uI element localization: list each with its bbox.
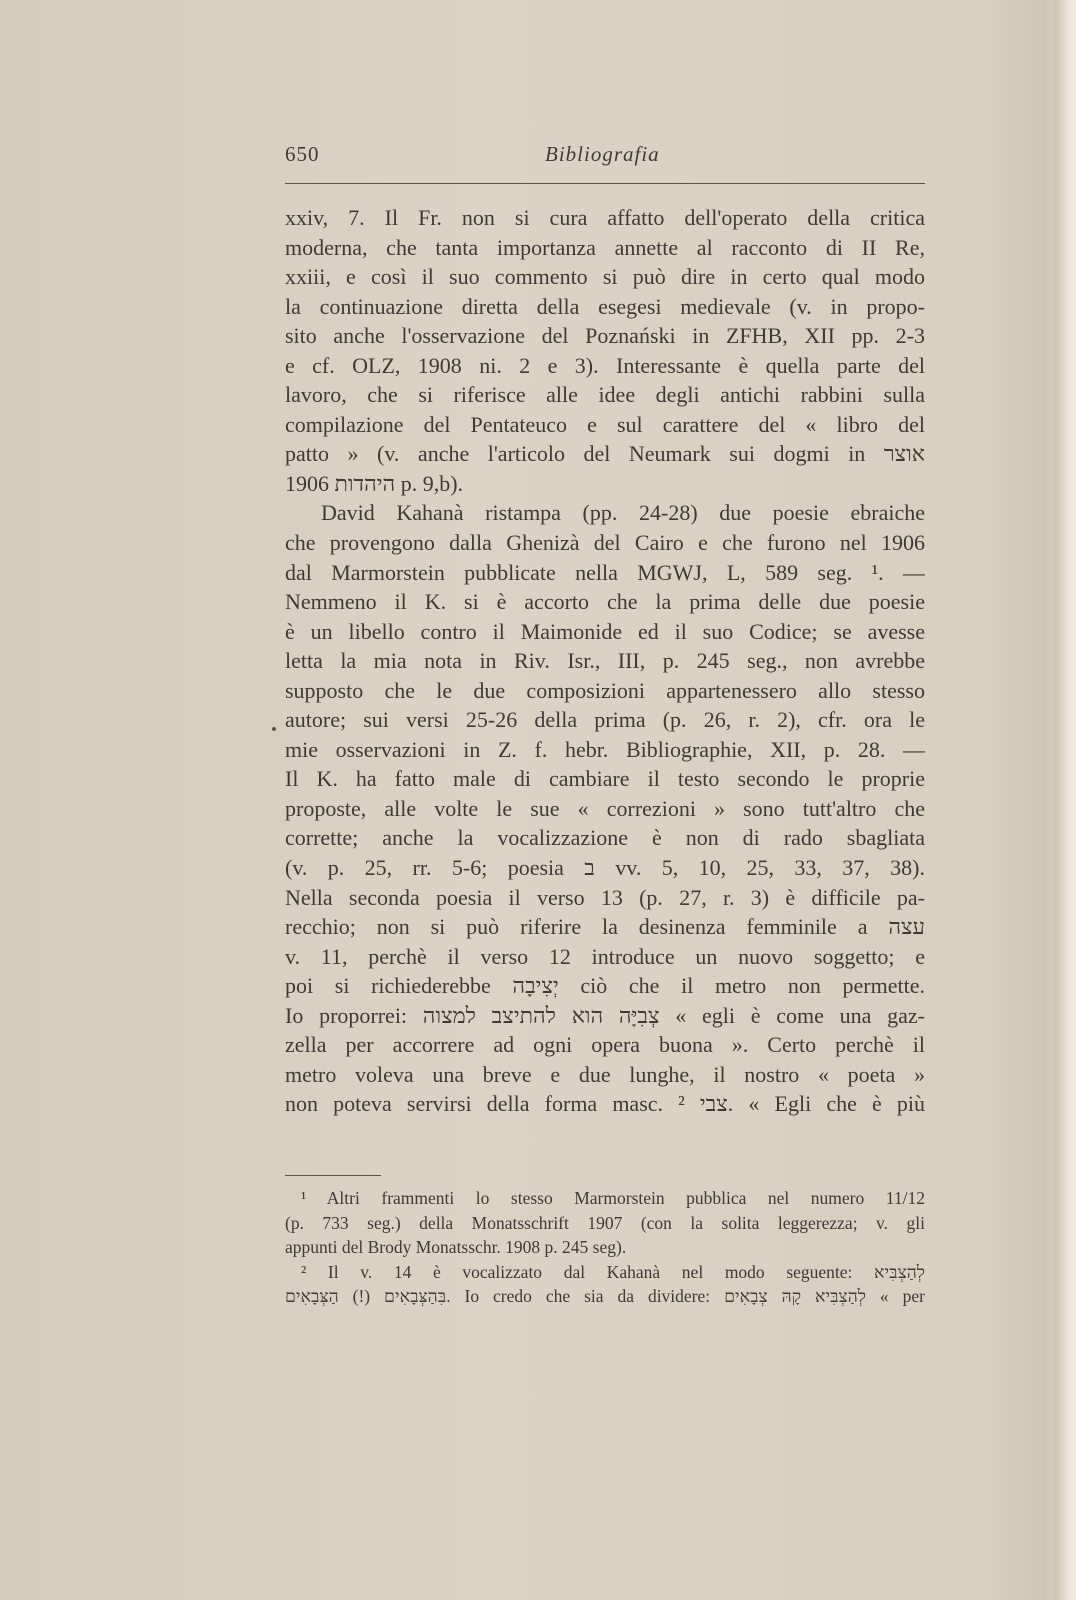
text-line: patto » (v. anche l'articolo del Neumark sui dogmi in אוצר	[285, 441, 925, 467]
header-rule	[285, 183, 925, 184]
ink-speck	[272, 727, 276, 731]
running-title: Bibliografia	[545, 142, 660, 166]
text-line: Io proporrei: צְבִיָּה הוא להתיצב למצוה « egli è come una gaz-	[285, 1002, 925, 1028]
text-line: dal Marmorstein pubblicate nella MGWJ, L, 589 seg. ¹. —	[285, 559, 925, 585]
text-line: compilazione del Pentateuco e sul carattere del « libro del	[285, 411, 925, 437]
text-line: v. 11, perchè il verso 12 introduce un nuovo soggetto; e	[285, 943, 925, 969]
text-line: moderna, che tanta importanza annette al racconto di II Re,	[285, 234, 925, 260]
text-line: xxiv, 7. Il Fr. non si cura affatto dell'operato della critica	[285, 205, 925, 230]
text-line: non poteva servirsi della forma masc. צבי ². « Egli che è più	[285, 1091, 925, 1117]
footnote-line: ² Il v. 14 è vocalizzato dal Kahanà nel modo seguente: לְהַצְבִּיא	[301, 1261, 925, 1282]
text-line: è un libello contro il Maimonide ed il suo Codice; se avesse	[285, 618, 925, 644]
text-line: lavoro, che si riferisce alle idee degli antichi rabbini sulla	[285, 382, 925, 408]
text-line: Il K. ha fatto male di cambiare il testo secondo le proprie	[285, 766, 925, 792]
footnote-line: appunti del Brody Monatsschr. 1908 p. 245 seg).	[285, 1237, 627, 1257]
text-line: sito anche l'osservazione del Poznański in ZFHB, XII pp. 2-3	[285, 323, 925, 349]
text-line: Nella seconda poesia il verso 13 (p. 27, r. 3) è difficile pa-	[285, 884, 925, 910]
footnotes	[285, 1186, 925, 1309]
page-edge	[1054, 0, 1076, 1600]
footnote-line: בִּהַצְּבָאִים (!) הַצְּבָאִים. Io credo che sia da dividere: לְהַצְבִּיא קָהּ צְבָאִים « per	[285, 1286, 925, 1306]
text-line: היהדות 1906 p. 9,b).	[285, 470, 464, 496]
text-line: che provengono dalla Ghenizà del Cairo e che furono nel 1906	[285, 530, 925, 556]
footnote-rule	[285, 1175, 381, 1176]
page-header	[285, 142, 925, 176]
text-line: Nemmeno il K. si è accorto che la prima delle due poesie	[285, 589, 925, 615]
text-line: e cf. OLZ, 1908 ni. 2 e 3). Interessante è quella parte del	[285, 352, 925, 378]
footnote-line: (p. 733 seg.) della Monatsschrift 1907 (con la solita leggerezza; v. gli	[285, 1212, 925, 1233]
text-line: xxiii, e così il suo commento si può dire in certo qual modo	[285, 264, 925, 290]
text-line: corrette; anche la vocalizzazione è non di rado sbagliata	[285, 825, 925, 851]
text-line: supposto che le due composizioni appartenessero allo stesso	[285, 677, 925, 703]
page-number: 650	[285, 142, 320, 166]
text-line: (v. p. 25, rr. 5-6; poesia ב vv. 5, 10, 25, 33, 37, 38).	[285, 855, 925, 881]
text-line: zella per accorrere ad ogni opera buona ». Certo perchè il	[285, 1032, 925, 1058]
text-line: letta la mia nota in Riv. Isr., III, p. 245 seg., non avrebbe	[285, 648, 925, 674]
text-line: metro voleva una breve e due lunghe, il nostro « poeta »	[285, 1061, 925, 1087]
text-line: recchio; non si può riferire la desinenza femminile a עצה	[285, 914, 925, 940]
text-line: mie osservazioni in Z. f. hebr. Bibliographie, XII, p. 28. —	[285, 736, 925, 762]
text-line: poi si richiederebbe יְצִיבָה ciò che il metro non permette.	[285, 973, 925, 999]
text-line: autore; sui versi 25-26 della prima (p. 26, r. 2), cfr. ora le	[285, 707, 925, 733]
text-line: proposte, alle volte le sue « correzioni » sono tutt'altro che	[285, 795, 925, 821]
text-line: la continuazione diretta della esegesi medievale (v. in propo-	[285, 293, 925, 319]
text-line: David Kahanà ristampa (pp. 24-28) due poesie ebraiche	[321, 500, 925, 526]
footnote-line: ¹ Altri frammenti lo stesso Marmorstein pubblica nel numero 11/12	[301, 1188, 925, 1208]
body-text	[285, 203, 925, 1119]
